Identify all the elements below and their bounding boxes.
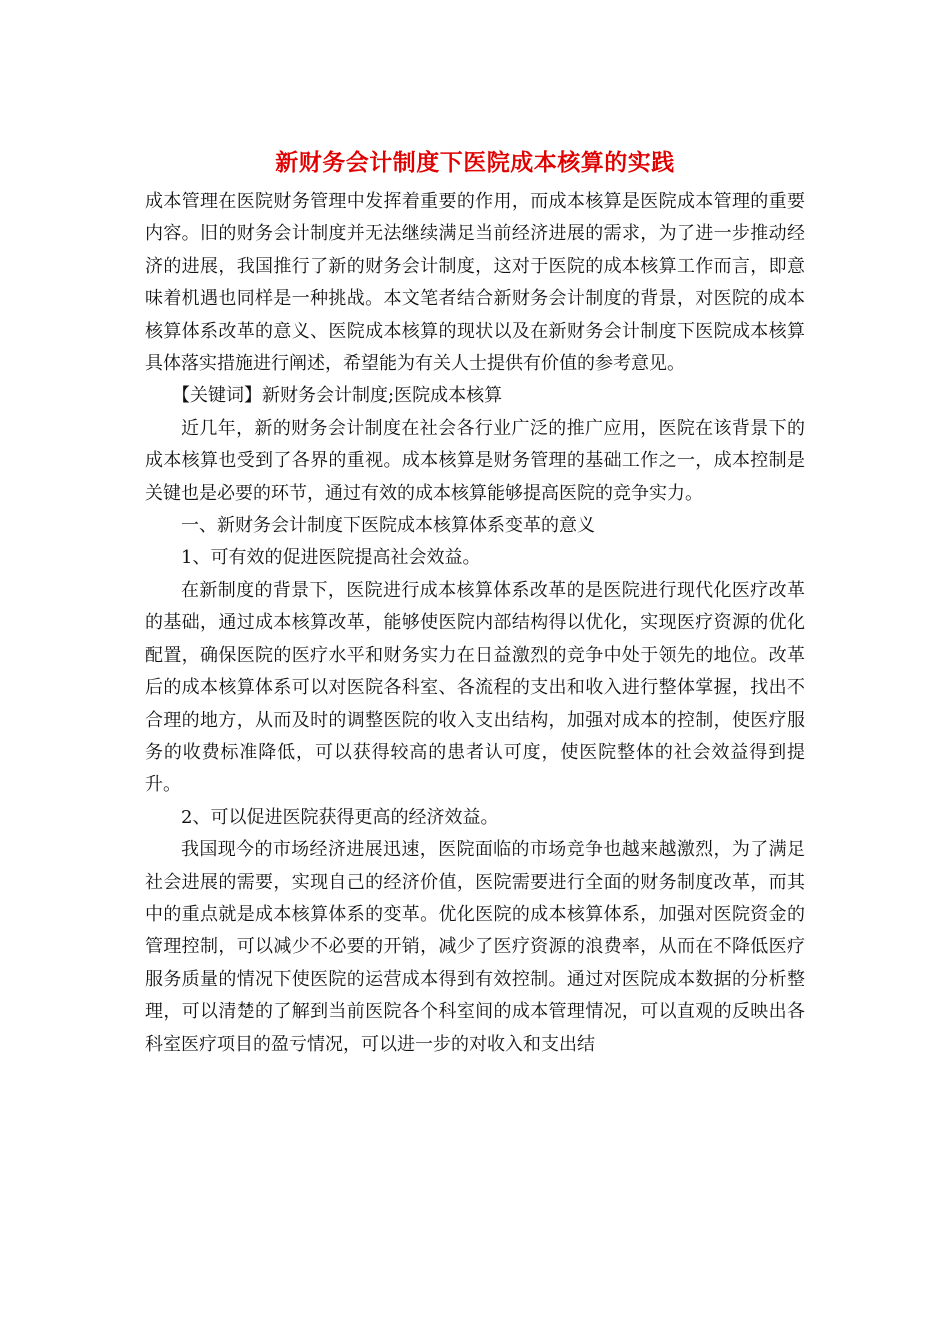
document-title: 新财务会计制度下医院成本核算的实践 (275, 149, 675, 176)
subheading-2: 2、可以促进医院获得更高的经济效益。 (181, 806, 499, 828)
keywords-paragraph: 【关键词】新财务会计制度;医院成本核算 (172, 385, 503, 407)
section-heading-1: 一、新财务会计制度下医院成本核算体系变革的意义 (181, 515, 595, 537)
body-paragraph-1: 在新制度的背景下，医院进行成本核算体系改革的是医院进行现代化医疗改革的基础，通过成本核算改革，能够使医院内部结构得以优化，实现医疗资源的优化配置，确保医院的医疗水平和财务实力在日益激烈的竞争中处于领先的地位。改革后的成本核算体系可以对医院各科室、各流程的支出和收入进行整体掌握，找出不合理的地方，从而及时的调整医院的收入支出结构，加强对成本的控制，使医疗服务的收费标准降低，可以获得较高的患者认可度，使医院整体的社会效益得到提升。 (145, 579, 805, 796)
document-body (145, 146, 805, 1061)
abstract-paragraph: 成本管理在医院财务管理中发挥着重要的作用，而成本核算是医院成本管理的重要内容。旧的财务会计制度并无法继续满足当前经济进展的需求，为了进一步推动经济的进展，我国推行了新的财务会计制度，这对于医院的成本核算工作而言，即意味着机遇也同样是一种挑战。本文笔者结合新财务会计制度的背景，对医院的成本核算体系改革的意义、医院成本核算的现状以及在新财务会计制度下医院成本核算具体落实措施进行阐述，希望能为有关人士提供有价值的参考意见。 (145, 191, 805, 375)
intro-paragraph: 近几年，新的财务会计制度在社会各行业广泛的推广应用，医院在该背景下的成本核算也受到了各界的重视。成本核算是财务管理的基础工作之一，成本控制是关键也是必要的环节，通过有效的成本核算能够提高医院的竞争实力。 (145, 417, 805, 504)
subheading-1: 1、可有效的促进医院提高社会效益。 (181, 547, 481, 569)
body-paragraph-2: 我国现今的市场经济进展迅速，医院面临的市场竞争也越来越激烈，为了满足社会进展的需要，实现自己的经济价值，医院需要进行全面的财务制度改革，而其中的重点就是成本核算体系的变革。优化医院的成本核算体系，加强对医院资金的管理控制，可以减少不必要的开销，减少了医疗资源的浪费率，从而在不降低医疗服务质量的情况下使医院的运营成本得到有效控制。通过对医院成本数据的分析整理，可以清楚的了解到当前医院各个科室间的成本管理情况，可以直观的反映出各科室医疗项目的盈亏情况，可以进一步的对收入和支出结 (145, 839, 805, 1055)
